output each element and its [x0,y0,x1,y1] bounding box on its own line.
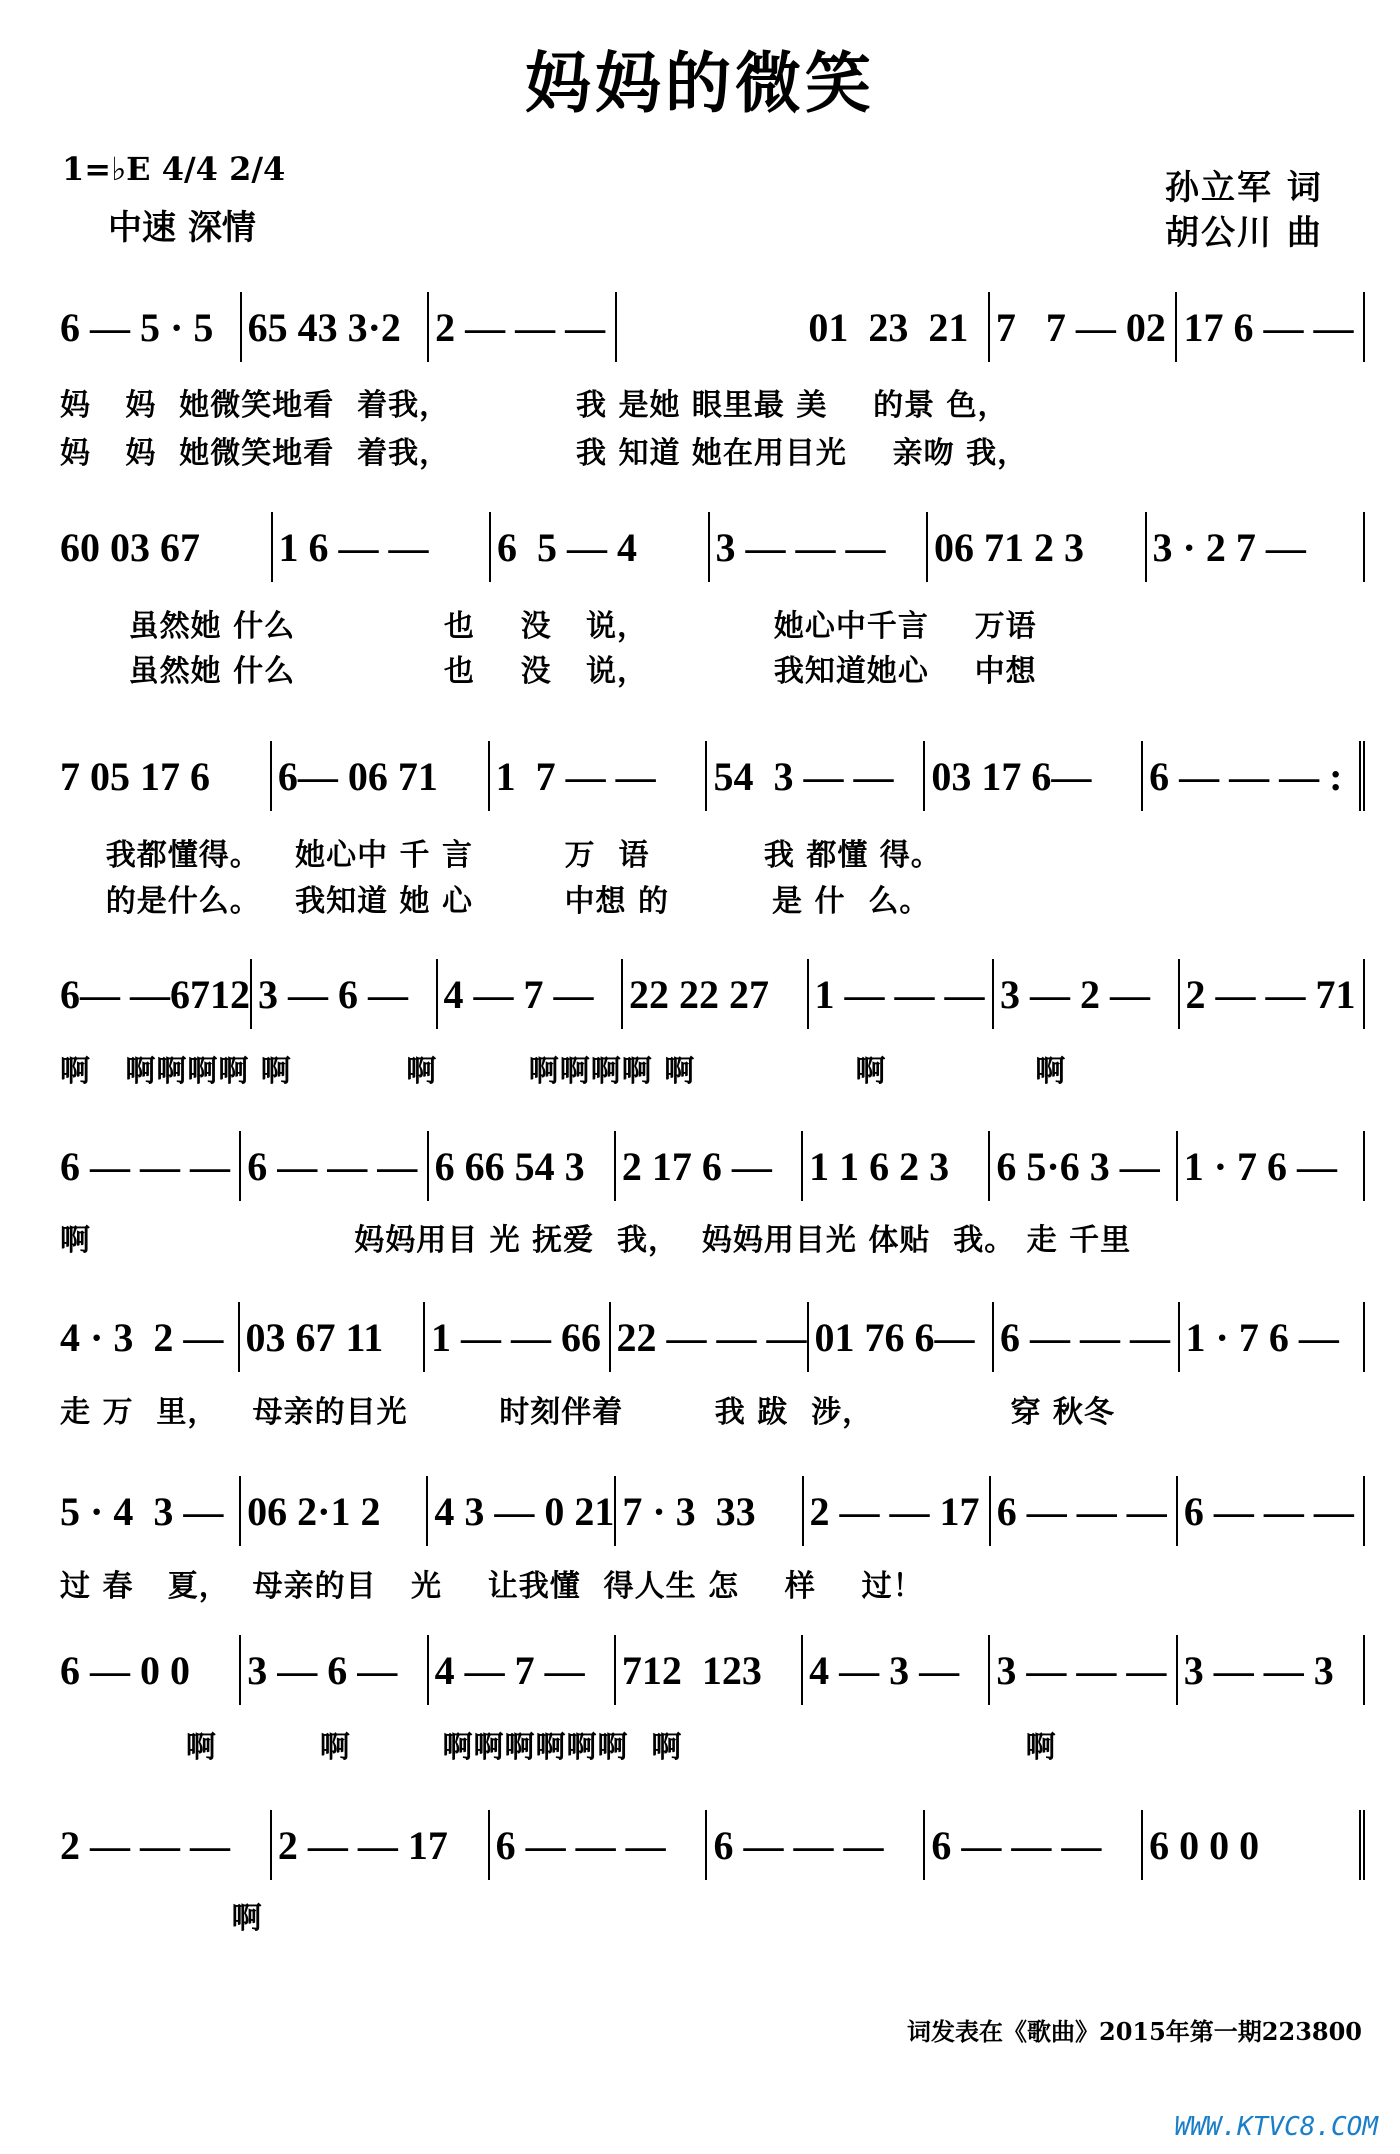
staff-row [60,292,1365,362]
staff-row [60,959,1365,1029]
measure: 6 — — — [241,1131,428,1201]
measure: 03 17 6— [925,741,1143,811]
tempo-marking: 中速 深情 [108,208,256,248]
measure: 1 6 — — [273,512,492,582]
lyric-line: 过 春 夏， 母亲的目 光 让我懂 得人生 怎 样 过！ [60,1569,924,1604]
measure: 7 05 17 6 [60,741,272,811]
lyric-line: 我都懂得。 她心中 千 言 万 语 我 都懂 得。 [60,838,942,873]
measure: 6 — — — [994,1302,1180,1372]
measure: 6— —6712 [60,959,252,1029]
measure: 6 5·6 3 — [990,1131,1177,1201]
staff-row [60,1635,1365,1705]
measure: 7 · 3 33 [616,1476,803,1546]
lyric-line: 啊 啊啊啊啊 啊 啊 啊啊啊啊 啊 啊 啊 [60,1054,1067,1089]
measure: 2 — — 17 [272,1810,490,1880]
song-title: 妈妈的微笑 [525,44,875,122]
measure: 4 — 7 — [438,959,624,1029]
staff-row [60,1476,1365,1546]
measure: 01 23 21 [802,292,990,362]
measure: 60 03 67 [60,512,273,582]
measure: 1 — — — [809,959,995,1029]
lyric-line: 妈 妈 她微笑地看 着我， 我 是她 眼里最 美 的景 色， [60,388,1009,423]
measure: 2 17 6 — [616,1131,803,1201]
measure: 22 22 27 [623,959,809,1029]
measure: 6 5 — 4 [491,512,710,582]
lyric-line: 啊 [60,1901,263,1936]
measure: 4 — 3 — [803,1635,990,1705]
publication-note: 词发表在《歌曲》2015年第一期223800 [907,2017,1362,2046]
measure: 3 · 2 7 — [1147,512,1366,582]
measure: 1 1 6 2 3 [803,1131,990,1201]
measure: 6 — — — [707,1810,925,1880]
measure: 6 — 0 0 [60,1635,241,1705]
measure: 2 — — — [429,292,617,362]
measure: 6 0 0 0 [1143,1810,1365,1880]
lyric-line: 妈 妈 她微笑地看 着我， 我 知道 她在用目光 亲吻 我， [60,436,1029,471]
staff-row [60,1131,1365,1201]
measure: 4 — 7 — [429,1635,616,1705]
measure: 2 — — — [60,1810,272,1880]
lyric-line: 啊 妈妈用目 光 抚爱 我， 妈妈用目光 体贴 我。 走 千里 [60,1223,1132,1258]
measure: 17 6 — — [1177,292,1365,362]
staff-row [60,741,1365,811]
measure: 3 — — — [710,512,929,582]
lyric-line: 啊 啊 啊啊啊啊啊啊 啊 啊 [60,1730,1057,1765]
measure: 06 71 2 3 [928,512,1147,582]
measure: 06 2·1 2 [241,1476,428,1546]
measure: 1 · 7 6 — [1180,1302,1366,1372]
measure: 54 3 — — [707,741,925,811]
measure: 712 123 [616,1635,803,1705]
measure: 7 7 — 02 [990,292,1178,362]
measure: 1 — — 66 [425,1302,611,1372]
lyric-line: 虽然她 什么 也 没 说， 她心中千言 万语 [60,609,1037,644]
key-signature: 1=♭E 4/4 2/4 [62,150,286,188]
measure: 3 — — 3 [1178,1635,1365,1705]
measure: 6 — — — : [1143,741,1365,811]
staff-row [60,512,1365,582]
measure: 4 · 3 2 — [60,1302,240,1372]
measure: 1 · 7 6 — [1178,1131,1365,1201]
measure: 6 — — — [490,1810,708,1880]
lyric-line: 的是什么。 我知道 她 心 中想 的 是 什 么。 [60,884,931,919]
measure: 03 67 11 [240,1302,426,1372]
measure: 65 43 3·2 [242,292,430,362]
lyric-line: 走 万 里， 母亲的目光 时刻伴着 我 跋 涉， 穿 秋冬 [60,1395,1115,1430]
measure: 6 66 54 3 [429,1131,616,1201]
staff-row [60,1302,1365,1372]
measure: 3 — 6 — [241,1635,428,1705]
measure: 3 — 6 — [252,959,438,1029]
measure: 5 · 4 3 — [60,1476,241,1546]
measure: 22 — — — [611,1302,809,1372]
measure: 4 3 — 0 21 [428,1476,616,1546]
measure: 1 7 — — [490,741,708,811]
measure: 6 — — — [991,1476,1178,1546]
measure: 6 — — — [1178,1476,1365,1546]
measure: 3 — 2 — [994,959,1180,1029]
measure: 6 — — — [60,1131,241,1201]
lyric-line: 虽然她 什么 也 没 说， 我知道她心 中想 [60,654,1037,689]
watermark: WWW.KTVC8.COM [1174,2112,1378,2142]
measure: 2 — — 71 [1180,959,1366,1029]
measure: 6— 06 71 [272,741,490,811]
measure: 01 76 6— [809,1302,995,1372]
measure: 2 — — 17 [804,1476,991,1546]
staff-row [60,1810,1365,1880]
measure: 6 — 5 · 5 [60,292,242,362]
measure: 3 — — — [990,1635,1177,1705]
measure [617,292,803,362]
lyricist: 孙立军 词 [1165,168,1323,208]
measure: 6 — — — [925,1810,1143,1880]
composer: 胡公川 曲 [1165,213,1323,253]
